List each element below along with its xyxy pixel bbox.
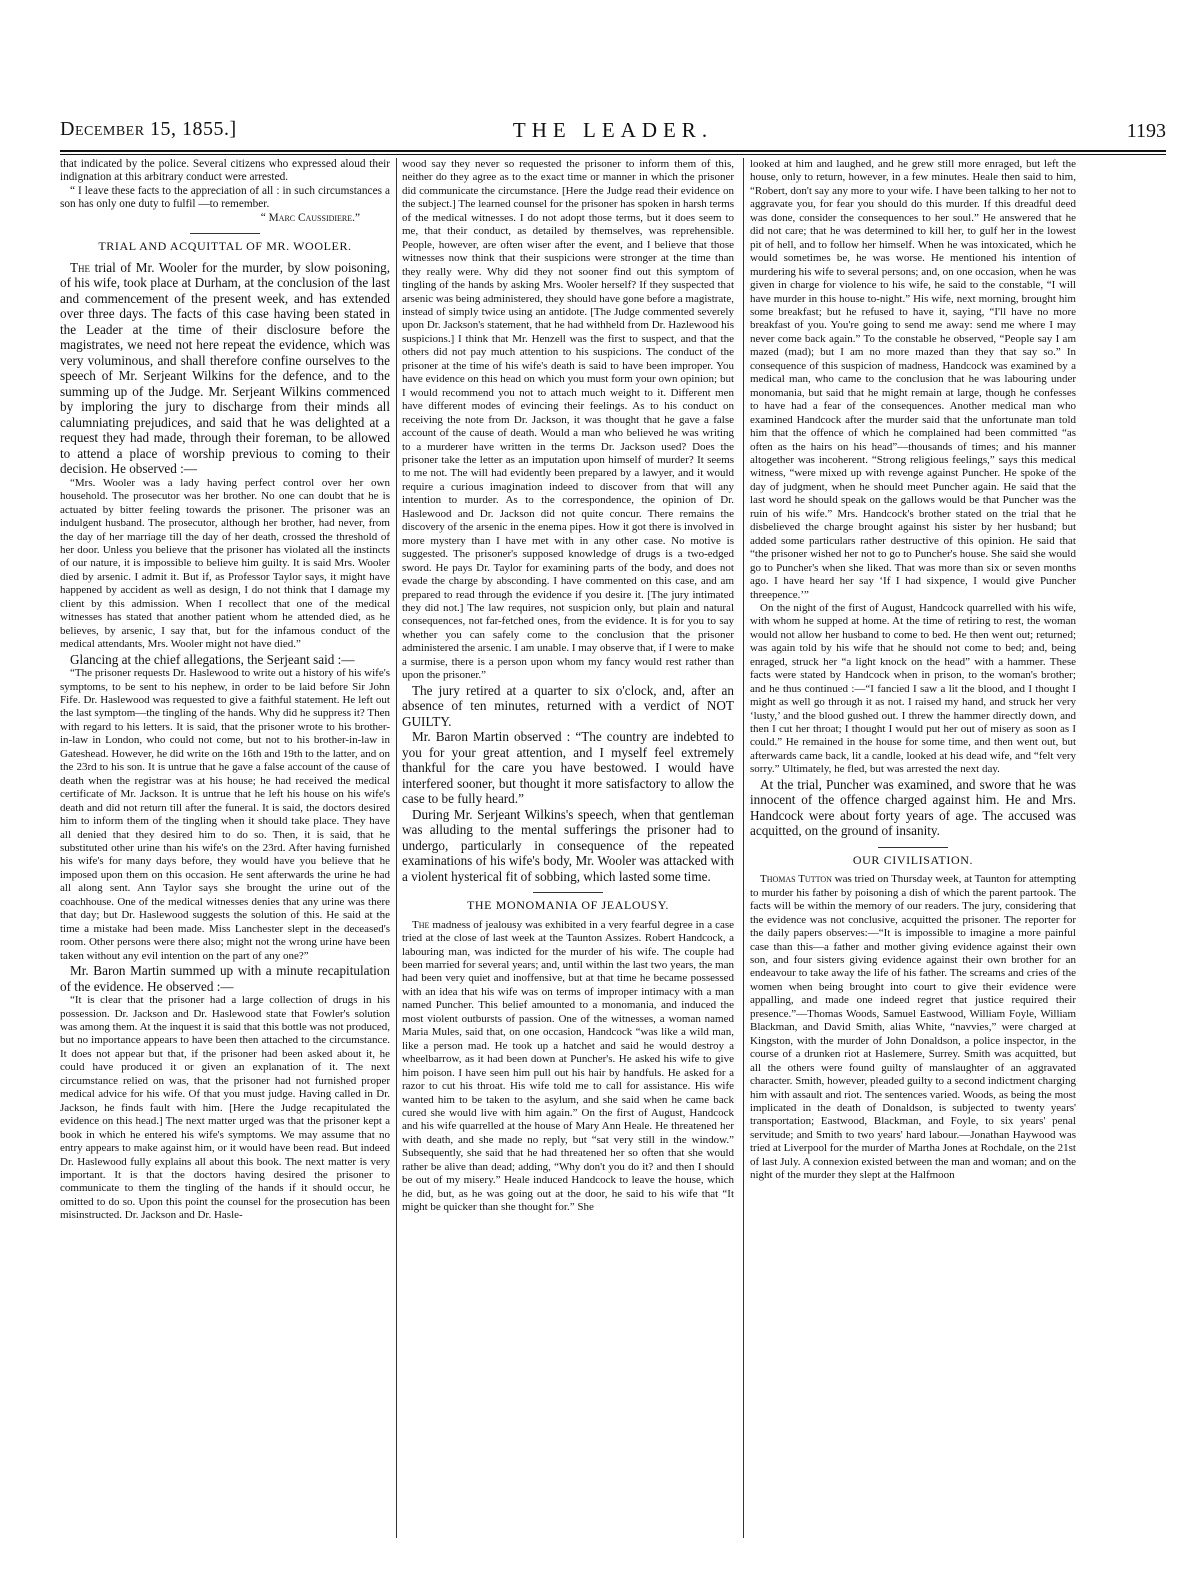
issue-date: December 15, 1855.] bbox=[60, 118, 237, 140]
headline-monomania: THE MONOMANIA OF JEALOUSY. bbox=[466, 898, 670, 913]
lead-word: The bbox=[70, 259, 91, 275]
section-rule bbox=[533, 892, 603, 893]
article-columns bbox=[60, 158, 1168, 1538]
headline-civilisation: OUR CIVILISATION. bbox=[852, 852, 974, 867]
column-3 bbox=[750, 158, 1076, 1538]
paragraph: looked at him and laughed, and he grew still more enraged, but left the house, only to return, however, in a few minutes. Heale then said to him, “Robert, don't say any more to your wife. I have been talking to her not to aggravate you, for fear you should do this murder. If this dreadful deed was done, consider the consequences to her soul.” He answered that he did not care; that he was determined to kill her, to gulf her in the lowest pit of hell, and to follow her himself. When he was intoxicated, which he would sometimes be, he was worse. He mentioned his intention of murdering his wife to several persons; and, on one occasion, when he was given in charge for violence to his wife, he said to the constable, “I will have murder in this house to-night.” His wife, next morning, brought him some breakfast; but he refused to have it, saying, “I'll have no more breakfast of you. You're going to send me away: send me where I may never come back again.” To the constable he observed, “People say I am mazed (mad); but I am no more mazed than they that say so.” In consequence of this suspicion of madness, Handcock was examined by a medical man, who came to the conclusion that he was labouring under monomania, but said that he might remain at large, though he confesses to have had a fear of the consequences. Another medical man who examined Handcock after the murder said that the unfortunate man told him that the offence of which he complained had been committed “as often as the hairs on his head”—thousands of times; and his manner altogether was incoherent. “Strong religious feelings,” says this medical witness, “were mixed up with revenge against Puncher. He spoke of the day of judgment, when he should meet Puncher again. He said that the last word he should speak on the gallows would be that Puncher was the ruin of his wife.” Mrs. Handcock's brother stated on the trial that he disbelieved the charge brought against his sister by her husband; but added some particulars rather destructive of this opinion. He said that “the prisoner wished her not to go to Puncher's house. She said she would go to Puncher's when she liked. That was more than six or seven months ago. I have heard her say ‘If I had sixpence, I would give Puncher threepence.’” bbox=[750, 158, 1076, 601]
signature: “ Marc Caussidiere.” bbox=[260, 211, 360, 224]
paragraph: was tried on Thursday week, at Taunton for attempting to murder his father by poisoning a dish of which the parent partook. The facts will be within the memory of our readers. The jury, considering that the evidence was not conclusive, acquitted the prisoner. The reporter for the daily papers observes:—“It is impossible to imagine a more painful case than this—a father and mother giving evidence against their own son, and four sisters giving evidence against their own brother for an endeavour to take away the life of his father. The screams and cries of the women when being brought into court to give their evidence were appalling, and made one indeed regret that justice required their presence.”—Thomas Woods, Samuel Eastwood, William Foyle, William Blackman, and David Smith, alias White, “navvies,” were charged at Kingston, with the murder of John Donaldson, a police inspector, in the course of a drunken riot at Haslemere, Surrey. Smith was acquitted, but all the others were found guilty of manslaughter of an aggravated character. Smith, however, pleaded guilty to a second indictment charging him with assault and riot. The sentences varied. Woods, as being the most implicated in the death of Donaldson, is subjected to twenty years' transportation; Eastwood, Blackman, and Foyle, to six years' penal servitude; and Smith to two years' hard labour.—Jonathan Haywood was tried at Liverpool for the murder of Martha Jones at Rochdale, on the 21st of last July. A connexion existed between the man and woman; and on the night of the murder they slept at the Halfmoon bbox=[750, 873, 1076, 1182]
paragraph: Mr. Baron Martin observed : “The country are indebted to you for your great attention, and I myself feel extremely thankful for the care you have bestowed. I would have interfered sooner, but thought it more satisfactory to allow the case to be fully heard.” bbox=[402, 729, 734, 807]
column-2 bbox=[402, 158, 734, 1538]
paragraph: The jury retired at a quarter to six o'clock, and, after an absence of ten minutes, returned with a verdict of NOT GUILTY. bbox=[402, 682, 734, 729]
quotation: wood say they never so requested the prisoner to inform them of this, neither do they agree as to the exact time or manner in which the prisoner did communicate the circumstance. [Here the Judge read their evidence on the subject.] The learned counsel for the prisoner has spoken in harsh terms of the medical witnesses. I do not adopt those terms, but it does seem to me, that their conduct, as detailed by themselves, was reprehensible. People, however, are often wiser after the event, and I believe that those witnesses now think that their suspicions were stronger at the time than they really were. Why did they not sooner find out this symptom of tingling of the hands by asking Mrs. Wooler herself? If they suspected that arsenic was being administered, they should have gone before a magistrate, instead of simply twice using an antidote. [The Judge commented severely upon Dr. Jackson's statement, that he had withheld from Dr. Hazlewood his suspicions.] I think that Mr. Henzell was the first to suspect, and that the others did not pay much attention to his suspicions. The conduct of the prisoner at the time of his wife's death is said to have been improper. You have evidence on this head on which you must form your own opinion; but I would recommend you not to attach much weight to it. Different men have different modes of evincing their feelings. As to his conduct on receiving the note from Dr. Jackson, it was thought that he gave a false account of the cause of death. Would a man who believed he was writing to a murderer have written in the terms Dr. Jackson used? Does the prisoner take the letter as an imputation upon himself of murder? It seems to me not. The will had evidently been prepared by a lawyer, and it would require a curious imagination indeed to discover from that will any intention to murder. As to the correspondence, the opinion of Dr. Haslewood and Dr. Jackson did not quite concur. There remains the discovery of the arsenic in the enema pipes. How it got there is involved in more mystery than I have met with in any other case. No motive is suggested. The prisoner's supposed knowledge of drugs is a two-edged sword. He pays Dr. Taylor for examining parts of the body, and does not evade the charge by absconding. I have commented on this case, and am prepared to read through the evidence if you desire it. [The jury intimated they did not.] The law requires, not suspicion only, but plain and natural consequences, not far-fetched ones, from the evidence. It is for you to say whether you can safely come to the conclusion that the prisoner administered the arsenic. I am unable. I may observe that, if I were to make a surmise, there is a person upon whom my fancy would rest rather than upon the prisoner.” bbox=[402, 158, 734, 682]
paragraph: that indicated by the police. Several citizens who expressed aloud their indignation at this arbitrary conduct were arrested. bbox=[60, 158, 390, 184]
paragraph: At the trial, Puncher was examined, and swore that he was innocent of the offence charged against him. He and Mrs. Handcock were about forty years of age. The accused was acquitted, on the ground of insanity. bbox=[750, 776, 1076, 839]
lead-word: Thomas Tutton bbox=[760, 873, 832, 886]
newspaper-title: THE LEADER. bbox=[512, 118, 714, 142]
paragraph: Mr. Baron Martin summed up with a minute recapitulation of the evidence. He observed :— bbox=[60, 963, 390, 994]
paragraph: Glancing at the chief allegations, the Serjeant said :— bbox=[70, 651, 355, 667]
quotation: “It is clear that the prisoner had a large collection of drugs in his possession. Dr. Jackson and Dr. Haslewood state that Fowler's solution was among them. At the inquest it is said that this bottle was not produced, but no importance appears to have been then attached to the circumstance. It does not appear but that, if the prisoner had been asked about it, he could have produced it or given an explanation of it. The next circumstance relied on was, that the prisoner had not furnished proper medical advice for his wife. Of that you must judge. Having called in Dr. Jackson, he finds fault with him. [Here the Judge recapitulated the evidence on this head.] The next matter urged was that the prisoner kept a book in which he entered his wife's symptoms. We may assume that no entry appears to make against him, or it would have been read. But indeed Dr. Haslewood fully explains all about this book. The next matter is very important. It is that the doctors having desired the prisoner to communicate to them the tingling of the hands if it should occur, he omitted to do so. Upon this point the counsel for the prosecution has been misinstructed. Dr. Jackson and Dr. Hasle- bbox=[60, 994, 390, 1222]
column-1 bbox=[60, 158, 390, 1538]
lead-word: The bbox=[412, 918, 430, 931]
paragraph: madness of jealousy was exhibited in a very fearful degree in a case tried at the close of last week at the Taunton Assizes. Robert Handcock, a labouring man, was indicted for the murder of his wife. The couple had been married for several years; and, until within the last two years, the man had been very quiet and inoffensive, but at that time he became possessed with an idea that his wife was on terms of improper intimacy with a man named Puncher. This belief amounted to a monomania, and induced the most violent outbursts of passion. One of the witnesses, a woman named Maria Mules, said that, on one occasion, Handcock “was like a wild man, like a person mad. He took up a hatchet and said he would destroy a wheelbarrow, as it had been down at Puncher's. He asked his wife to give him poison. I have seen him pull out his hair by handfuls. He asked for a razor to cut his throat. His wife told me to call for assistance. His wife wanted him to be taken to the asylum, and she said when he came back cured she would live with him again.” On the first of August, Handcock and his wife quarrelled at the house of Mary Ann Heale. He threatened her with death, and she made no reply, but “sat very still in the window.” Subsequently, she said that he had threatened her so often that she would rather be alive than dead; adding, “Why don't you do it? and then I should be out of my misery.” Heale induced Handcock to leave the house, which he did, but, as he was going out at the door, he said to his wife that “It might be quicker than she thought for.” She bbox=[402, 918, 734, 1214]
column-divider bbox=[396, 158, 397, 1538]
page-number: 1193 bbox=[1126, 120, 1166, 142]
paragraph: “ I leave these facts to the appreciation of all : in such circumstances a son has only one duty to fulfil —to remember. bbox=[60, 184, 390, 211]
quotation: “The prisoner requests Dr. Haslewood to write out a history of his wife's symptoms, to be sent to his nephew, in order to be laid before Sir John Fife. Dr. Haslewood was requested to give a faithful statement. He left out the last symptom—the tingling of the hands. Why did he suppress it? Then with regard to his letters. It is said, that the prisoner wrote to his brother-in-law in London, who could not come, but not to his brother-in-law in Gateshead. However, he did write on the 16th and 19th to the latter, and on the 23rd to his son. It is untrue that he gave a false account of the cause of death when the registrar was at his house; he had received the medical certificate of Mr. Jackson. It is untrue that he left his house on his wife's death and did not return till after the funeral. It is said, the doctors desired him to inform them of the tingling when it should take place. They have all denied that they desired him to do so. Then, it is said, that he substituted other urine than his wife's on the 23rd. After having furnished his wife's for many days before, they would have you believe that he imposed upon them on this occasion. He sent afterwards the urine he had all along sent. Ann Taylor says she brought the urine out of the coachhouse. One of the medical witnesses denies that any urine was there that day; but Dr. Haslewood suggests the solution of this. He said at the time a mistake had been made. Miss Lanchester slept in the deceased's room. Other persons were there also; might not the wrong urine have been taken without any evil intention on the part of any one?” bbox=[60, 667, 390, 962]
paragraph: On the night of the first of August, Handcock quarrelled with his wife, with whom he supped at home. At the time of retiring to rest, the woman would not allow her husband to come to bed. He then went out; returned; was again told by his wife that he should not come to bed; and, being enraged, struck her “a light knock on the head” with a hammer. These facts were stated by Handcock when in prison, to the woman's brother; and he thus continued :—“I fancied I saw a lit the blood, and I thought I might as well go through it as not. I raised my hand, and struck her very ‘lusty,’ and the blood gushed out. I threw the hammer directly down, and then I cut her throat; I thought I would put her out of misery as soon as I could.” He remained in the house for some time, and then went out, but afterwards came back, lit a candle, looked at his dead wife, and “felt very sorry.” Ultimately, he fled, but was arrested the next day. bbox=[750, 601, 1076, 776]
masthead bbox=[60, 118, 1166, 150]
column-divider bbox=[743, 158, 744, 1538]
section-rule bbox=[878, 847, 948, 848]
masthead-rule bbox=[60, 150, 1166, 155]
headline-wooler-trial: TRIAL AND ACQUITTAL OF MR. WOOLER. bbox=[98, 239, 352, 254]
quotation: “Mrs. Wooler was a lady having perfect control over her own household. The prosecutor was her brother. No one can doubt that he is actuated by bitter feeling towards the prisoner. The prisoner was an indulgent husband. The prosecutor, although her brother, had never, from the day of her marriage till the day of her death, crossed the threshold of her door. Unless you believe that the prisoner has violated all the instincts of our nature, it is impossible to believe him guilty. It is said Mrs. Wooler died by arsenic. I admit it. But if, as Professor Taylor says, it might have happened by accident as well as design, I do not think that I damage my client by this admission. When I recollect that one of the medical witnesses has stated that another patient whom he attended died, as he believes, by arsenic, I say that, but for the infamous conduct of the medical attendants, Mrs. Wooler might not have died.” bbox=[60, 476, 390, 651]
paragraph: During Mr. Serjeant Wilkins's speech, when that gentleman was alluding to the mental sufferings the prisoner had to undergo, particularly in consequence of the repeated examinations of his wife's body, Mr. Wooler was attacked with a violent hysterical fit of sobbing, which lasted some time. bbox=[402, 806, 734, 884]
section-rule bbox=[190, 233, 260, 234]
paragraph: trial of Mr. Wooler for the murder, by slow poisoning, of his wife, took place at Durham, at the conclusion of the last and commencement of the present week, and has extended over three days. The facts of this case having been stated in the Leader at the time of their disclosure before the magistrates, we need not here repeat the evidence, which was very voluminous, and shall therefore confine ourselves to the speech of Mr. Serjeant Wilkins for the defence, and to the summing up of the Judge. Mr. Serjeant Wilkins commenced by imploring the jury to discharge from their minds all calumniating prejudices, and said that he was delighted at a request they had made, through their foreman, to be allowed to attend a place of worship previous to coming to their decision. He observed :— bbox=[60, 259, 390, 477]
